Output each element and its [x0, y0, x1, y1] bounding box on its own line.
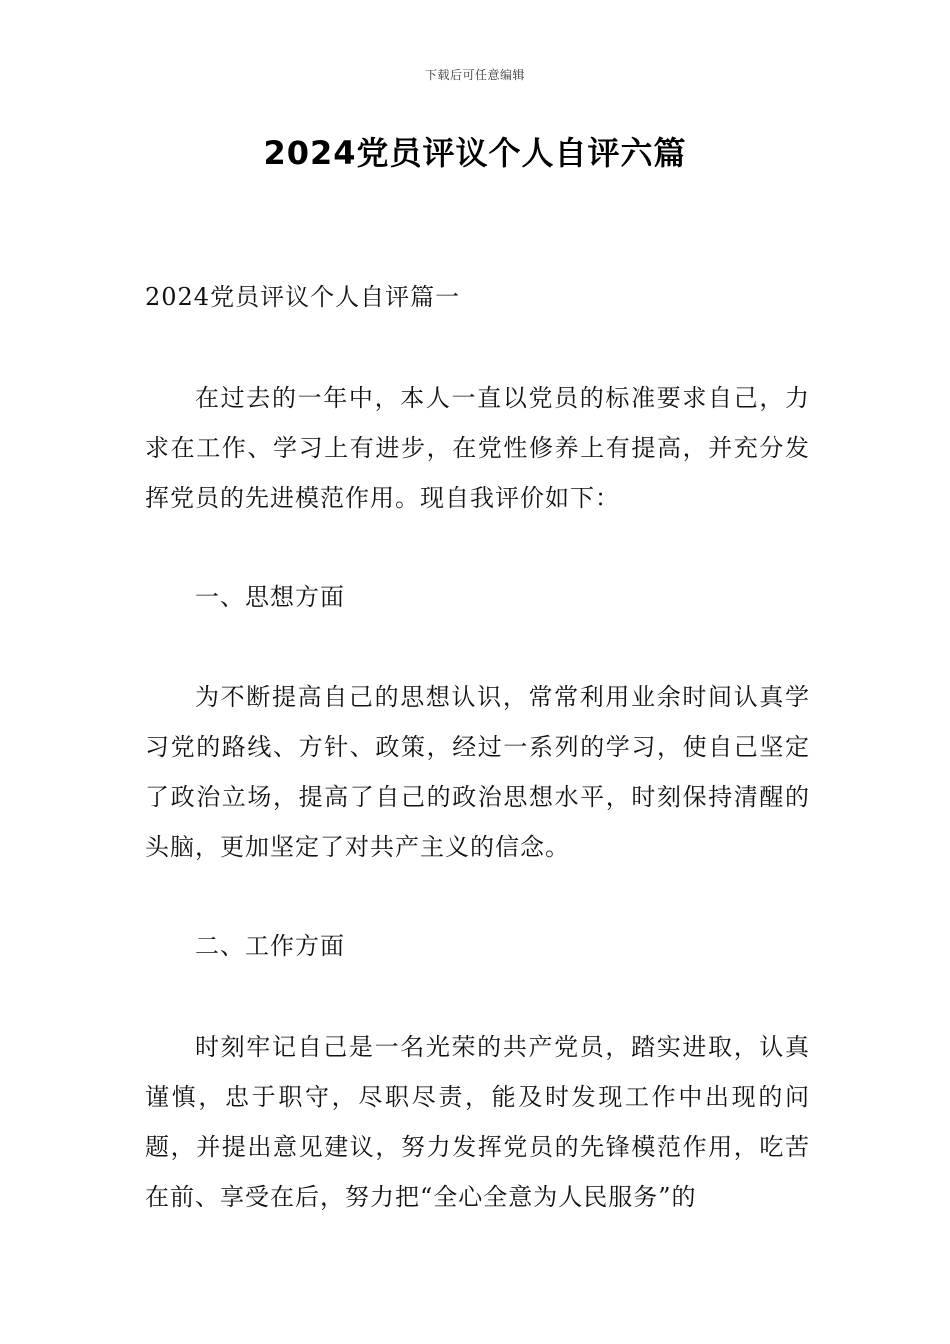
intro-paragraph: 在过去的一年中，本人一直以党员的标准要求自己，力求在工作、学习上有进步，在党性修养上有提高，并充分发挥党员的先进模范作用。现自我评价如下： [145, 384, 810, 512]
work-paragraph: 时刻牢记自己是一名光荣的共产党员，踏实进取，认真谨慎，忠于职守，尽职尽责，能及时发现工作中出现的问题，并提出意见建议，努力发挥党员的先锋模范作用，吃苦在前、享受在后，努力把“全心全意为人民服务”的 [145, 1033, 810, 1211]
document-title: 2024党员评议个人自评六篇 [263, 134, 687, 172]
heading-work: 二、工作方面 [195, 932, 345, 960]
header-note: 下载后可任意编辑 [424, 68, 525, 82]
thought-paragraph: 为不断提高自己的思想认识，常常利用业余时间认真学习党的路线、方针、政策，经过一系列的学习，使自己坚定了政治立场，提高了自己的政治思想水平，时刻保持清醒的头脑，更加坚定了对共产主义的信念。 [145, 683, 810, 861]
section-subtitle: 2024党员评议个人自评篇一 [145, 283, 461, 311]
heading-thought: 一、思想方面 [195, 583, 345, 611]
